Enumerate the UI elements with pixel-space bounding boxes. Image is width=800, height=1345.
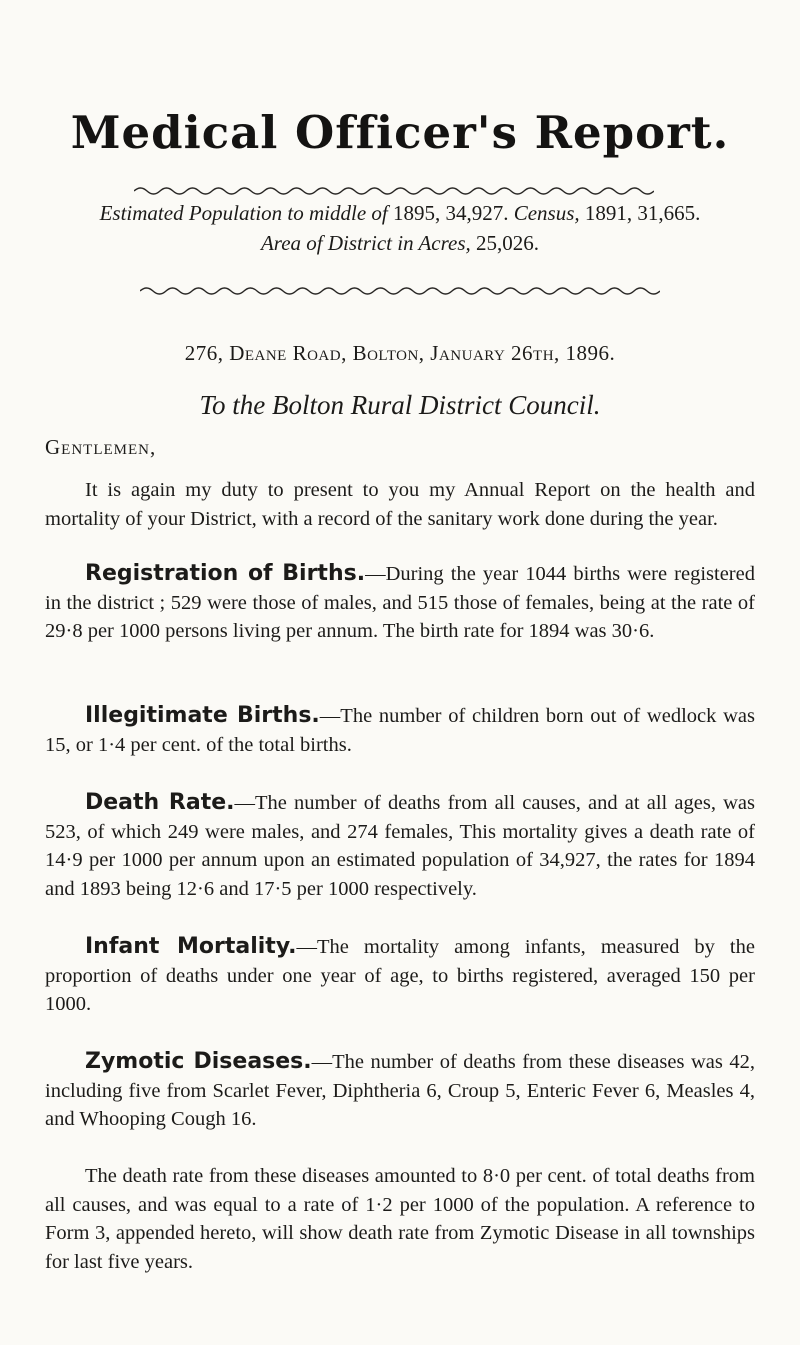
section-heading: Death Rate. <box>85 790 235 815</box>
section-zymotic-rate <box>45 1162 755 1276</box>
section-heading: Illegitimate Births. <box>85 703 320 728</box>
intro-text: It is again my duty to present to you my Annual Report on the health and mortality of your District, with a record of the sanitary work done during the year. <box>45 479 755 530</box>
address-number: 276, <box>184 341 230 365</box>
section-text: —The mortality among infants, measured by the proportion of deaths under one year of age, to births registered, averaged 150 per 1000. <box>45 936 755 1015</box>
section-text: —The number of deaths from these diseases was 42, including five from Scarlet Fever, Diphtheria 6, Croup 5, Enteric Fever 6, Measles 4, and Whooping Cough 16. <box>45 1051 755 1130</box>
section-heading: Zymotic Diseases. <box>85 1049 312 1074</box>
addressee: To the Bolton Rural District Council. <box>199 390 601 420</box>
section-zymotic <box>45 1048 755 1134</box>
section-registration <box>45 560 755 646</box>
census-value: 1891, 31,665. <box>579 201 701 225</box>
section-illegitimate <box>45 702 755 759</box>
section-heading: Registration of Births. <box>85 561 366 586</box>
ornamental-rule-top <box>134 185 654 197</box>
salutation: Gentlemen, <box>45 435 157 459</box>
page-title: Medical Officer's Report. <box>70 106 730 159</box>
wavy-line-icon <box>134 185 654 197</box>
wavy-line-icon <box>140 285 660 297</box>
sender-address <box>0 341 800 366</box>
estimate-line-2 <box>0 228 800 258</box>
ornamental-rule-bottom <box>140 285 660 297</box>
population-value: 1895, 34,927. <box>387 201 514 225</box>
intro-paragraph <box>45 476 755 533</box>
address-text: Deane Road, Bolton, January 26th, 1896. <box>229 341 616 365</box>
section-text: —The number of deaths from all causes, and at all ages, was 523, of which 249 were males, and 274 females, This mortality gives a death rate of 14·9 per 1000 per annum upon an estimated population of 34,927, the rates for 1894 and 1893 being 12·6 and 17·5 per 1000 respectively. <box>45 792 755 900</box>
area-value: 25,026. <box>470 231 540 255</box>
section-heading: Infant Mortality. <box>85 934 297 959</box>
population-label: Estimated Population to middle of <box>99 201 388 225</box>
section-infant-mortality <box>45 933 755 1019</box>
section-text: The death rate from these diseases amounted to 8·0 per cent. of total deaths from all causes, and was equal to a rate of 1·2 per 1000 of the population. A reference to Form 3, appended hereto, will show death rate from Zymotic Disease in all townships for last five years. <box>45 1165 755 1273</box>
area-label: Area of District in Acres, <box>260 231 471 255</box>
census-label: Census, <box>513 201 580 225</box>
estimate-line-1 <box>0 198 800 228</box>
section-text: —The number of children born out of wedlock was 15, or 1·4 per cent. of the total births. <box>45 705 755 756</box>
section-text: —During the year 1044 births were registered in the district ; 529 were those of males, and 515 those of females, being at the rate of 29·8 per 1000 persons living per annum. The birth rate for 1894 was 30·6. <box>45 563 755 642</box>
section-death-rate <box>45 789 755 903</box>
